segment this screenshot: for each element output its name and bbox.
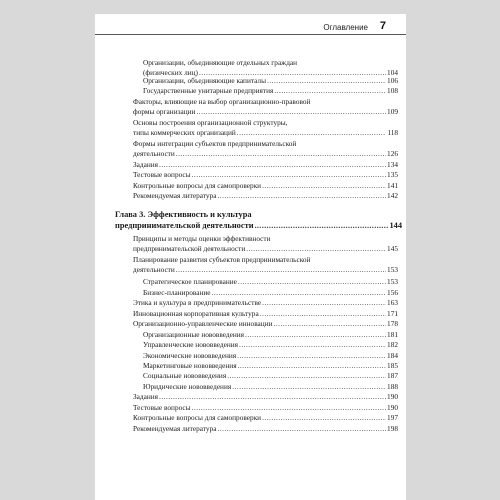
toc-page-number: 108: [387, 86, 398, 95]
dot-leader: [262, 298, 386, 308]
toc-page-number: 134: [387, 160, 398, 169]
toc-page-number: 141: [387, 181, 398, 190]
dot-leader: [176, 265, 386, 275]
toc-entry: [143, 288, 398, 298]
toc-page-number: 163: [387, 298, 398, 307]
toc-line: [143, 288, 398, 298]
toc-entry-title: деятельности: [133, 148, 175, 158]
toc-entry: [133, 118, 398, 137]
toc-entry: [133, 97, 398, 116]
dot-leader: [274, 319, 387, 329]
toc-line: [133, 97, 398, 107]
toc-entry: [133, 234, 398, 253]
toc-entry: [133, 319, 398, 329]
toc-page-number: 188: [387, 382, 398, 391]
toc-entry-title: (физических лиц): [143, 67, 198, 77]
toc-entry-title: Экономические нововведения: [143, 351, 237, 360]
toc-entry-title: Рекомендуемая литература: [133, 191, 217, 200]
toc-line: [133, 181, 398, 191]
toc-entry-title: Контрольные вопросы для самопроверки: [133, 413, 262, 422]
toc-page-number: 182: [387, 340, 398, 349]
dot-leader: [239, 340, 386, 350]
toc-line: [143, 371, 398, 381]
toc-line: [133, 149, 398, 159]
dot-leader: [217, 424, 386, 434]
toc-page-number: 185: [387, 361, 398, 370]
dot-leader: [262, 413, 386, 423]
toc-page-number: 190: [387, 403, 398, 412]
toc-line: [133, 170, 398, 180]
toc-page-number: 135: [387, 170, 398, 179]
toc-entry: [143, 86, 398, 96]
dot-leader: [262, 181, 386, 191]
toc-entry: [143, 58, 398, 77]
toc-line: [133, 244, 398, 254]
toc-line: [143, 361, 398, 371]
toc-page-number: 142: [387, 191, 398, 200]
dot-leader: [159, 392, 386, 402]
dot-leader: [237, 128, 387, 138]
dot-leader: [238, 277, 386, 287]
toc-entry: [143, 371, 398, 381]
toc-page-number: 184: [387, 351, 398, 360]
book-page: [95, 14, 406, 500]
dot-leader: [196, 107, 386, 117]
toc-line: [133, 424, 398, 434]
toc-entry-title: Юридические нововведения: [143, 382, 232, 391]
toc-line: [133, 392, 398, 402]
toc-entry-title: предпринимательской деятельности: [133, 243, 246, 253]
toc-entry: [133, 413, 398, 423]
toc-entry-title: Организационно-управленческие инновации: [133, 319, 273, 328]
toc-entry-title: Основы построения организационной структуры,: [133, 118, 288, 127]
toc-page-number: 156: [387, 288, 398, 297]
toc-entry-title: Маркетинговые нововведения: [143, 361, 237, 370]
dot-leader: [238, 361, 386, 371]
toc-page-number: 171: [387, 309, 398, 318]
toc-line: [143, 86, 398, 96]
toc-entry: [133, 403, 398, 413]
dot-leader: [246, 244, 386, 254]
toc-page-number: 104: [387, 67, 398, 77]
toc-entry-title: Планирование развития субъектов предпринимательской: [133, 255, 311, 264]
toc-entry: [133, 424, 398, 434]
toc-entry-title: Принципы и методы оценки эффективности: [133, 234, 271, 243]
dot-leader: [260, 309, 386, 319]
toc-entry-title: предпринимательской деятельности: [115, 220, 254, 230]
toc-entry-title: Социальные нововведения: [143, 371, 227, 380]
toc-entry-title: Задания: [133, 392, 159, 401]
toc-entry-title: Контрольные вопросы для самопроверки: [133, 181, 262, 190]
page-number: 7: [379, 20, 386, 32]
toc-line: [133, 139, 398, 149]
toc-entry-title: Организации, объединяющие отдельных граждан: [143, 58, 298, 67]
toc-entry-title: Задания: [133, 160, 159, 169]
toc-line: [115, 221, 402, 232]
toc-page-number: 190: [387, 392, 398, 401]
toc-line: [143, 382, 398, 392]
header-title: Оглавление: [323, 23, 368, 32]
toc-entry: [143, 361, 398, 371]
toc-page-number: 126: [387, 148, 398, 158]
toc-line: [143, 58, 398, 68]
toc-entry: [133, 392, 398, 402]
toc-line: [133, 107, 398, 117]
toc-page-number: 109: [387, 106, 398, 116]
dot-leader: [255, 221, 389, 232]
dot-leader: [232, 382, 386, 392]
toc-entry-title: Инновационная корпоративная культура: [133, 309, 259, 318]
toc-entry-title: Факторы, влияющие на выбор организационно-правовой: [133, 97, 311, 106]
toc-line: [133, 413, 398, 423]
toc-page-number: 197: [387, 413, 398, 422]
toc-entry-title: Управленческие нововведения: [143, 340, 238, 349]
dot-leader: [237, 351, 386, 361]
toc-entry: [143, 382, 398, 392]
toc-entry-title: Стратегическое планирование: [143, 277, 237, 286]
toc-page-number: 106: [387, 76, 398, 85]
toc-entry: [133, 160, 398, 170]
toc-entry: [143, 351, 398, 361]
toc-line: [133, 319, 398, 329]
toc-page-number: 198: [387, 424, 398, 433]
toc-line: [143, 277, 398, 287]
toc-page-number: 145: [387, 243, 398, 253]
toc-entry-title: Этика и культура в предпринимательстве: [133, 298, 262, 307]
toc-chapter-entry: [115, 210, 402, 231]
dot-leader: [274, 86, 386, 96]
toc-page-number: 181: [387, 330, 398, 339]
toc-line: [115, 210, 402, 221]
toc-page-number: 178: [387, 319, 398, 328]
dot-leader: [159, 160, 386, 170]
toc-line: [133, 191, 398, 201]
toc-page-number: 144: [389, 220, 402, 230]
toc-entry: [133, 139, 398, 158]
toc-entry-title: деятельности: [133, 264, 175, 274]
toc-line: [133, 255, 398, 265]
toc-entry: [143, 330, 398, 340]
toc-line: [133, 298, 398, 308]
toc-line: [143, 76, 398, 86]
toc-entry-title: Тестовые вопросы: [133, 403, 191, 412]
dot-leader: [192, 403, 386, 413]
dot-leader: [217, 191, 386, 201]
toc-line: [133, 128, 398, 138]
toc-page-number: 187: [387, 371, 398, 380]
toc-entry: [133, 298, 398, 308]
toc-entry: [133, 255, 398, 274]
toc-entry: [133, 170, 398, 180]
toc-entry-title: Организации, объединяющие капиталы: [143, 76, 266, 85]
toc-entry-title: Государственные унитарные предприятия: [143, 86, 274, 95]
toc-page-number: 153: [387, 264, 398, 274]
toc-entry-title: Глава 3. Эффективность и культура: [115, 210, 252, 219]
table-of-contents: [95, 14, 406, 500]
toc-line: [143, 351, 398, 361]
toc-line: [143, 330, 398, 340]
toc-page-number: 118: [387, 127, 398, 137]
dot-leader: [227, 371, 386, 381]
toc-entry-title: Тестовые вопросы: [133, 170, 191, 179]
toc-entry: [143, 76, 398, 86]
toc-entry-title: Рекомендуемая литература: [133, 424, 217, 433]
toc-line: [133, 265, 398, 275]
dot-leader: [267, 76, 386, 86]
toc-line: [143, 340, 398, 350]
toc-entry: [143, 277, 398, 287]
toc-entry-title: формы организации: [133, 106, 196, 116]
toc-line: [133, 160, 398, 170]
toc-entry: [133, 181, 398, 191]
dot-leader: [212, 288, 387, 298]
dot-leader: [176, 149, 386, 159]
dot-leader: [192, 170, 386, 180]
toc-entry-title: Организационные нововведения: [143, 330, 245, 339]
toc-entry-title: типы коммерческих организаций: [133, 127, 236, 137]
toc-line: [133, 403, 398, 413]
toc-entry-title: Бизнес-планирование: [143, 288, 211, 297]
toc-line: [133, 309, 398, 319]
dot-leader: [245, 330, 386, 340]
toc-entry-title: Формы интеграции субъектов предпринимательской: [133, 139, 297, 148]
toc-entry: [133, 191, 398, 201]
toc-line: [133, 118, 398, 128]
toc-line: [133, 234, 398, 244]
toc-entry: [133, 309, 398, 319]
toc-entry: [143, 340, 398, 350]
toc-page-number: 153: [387, 277, 398, 286]
